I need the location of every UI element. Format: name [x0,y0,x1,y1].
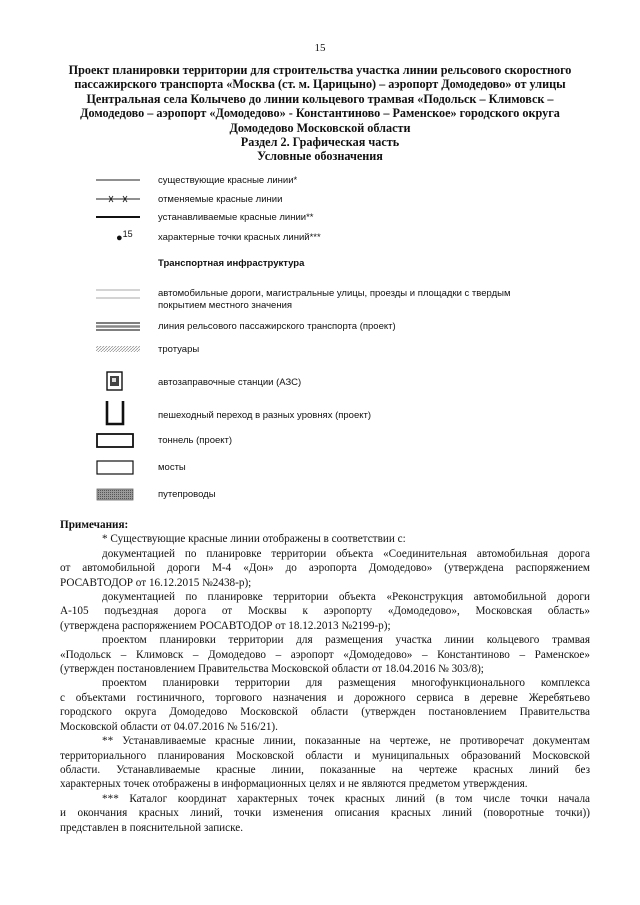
note-text: от автомобильной дороги М-4 «Дон» до аэропорта Домодедово» (утверждена распоряжением [60,562,590,575]
note-text: территориального планирования Московской области и муниципальных образований Московской [60,749,590,762]
gas-station-icon [105,371,149,391]
title-line: Домодедово – аэропорт «Домодедово» - Константиново – Раменское» городского округа [80,106,560,121]
legend-label: характерные точки красных линий*** [158,232,321,243]
note-text: «Подольск – Климовск – Домодедово – аэропорт «Домодедово» – Константиново – Раменское» [60,648,590,661]
note-text: А-105 подъездная дорога от Москвы к аэропорту «Домодедово», Московская область» [60,605,590,618]
section-title: Раздел 2. Графическая часть [240,135,400,150]
note-text: Московской области от 04.07.2016 № 516/21). [60,720,278,733]
point-dot-icon: ● [116,232,123,244]
note-text: РОСАВТОДОР от 16.12.2015 №2438-р); [60,576,252,589]
note-1-item-c [60,633,590,647]
note-text: *** Каталог координат характерных точек красных линий (в том числе точки начала [102,792,590,805]
note-text: представлен в пояснительной записке. [60,821,244,834]
point-number: 15 [122,229,133,239]
notes-section [60,518,590,835]
notes-heading: Примечания: [60,519,129,531]
title-line: Проект планировки территории для строительства участка линии рельсового скоростного [68,63,572,77]
existing-red-line-symbol [96,177,140,183]
note-text: с объектами гостиничного, торгового назначения и дорожного сервиса в деревне Жеребятьево [60,691,590,704]
roads-label-line2: покрытием местного значения [158,299,293,311]
title-line: Домодедово Московской области [229,120,411,135]
legend-label: автозаправочные станции (АЗС) [158,377,302,388]
note-text: * Существующие красные линии отображены в соответствии с: [102,533,406,546]
pedestrian-crossing-icon [104,400,148,426]
title-line: пассажирского транспорта «Москва (ст. м. Царицыно) – аэропорт Домодедово» от улицы [74,77,566,92]
note-text: (утверждена распоряжением РОСАВТОДОР от 18.12.2013 №2199-р); [60,619,391,632]
legend-label: существующие красные линии* [158,175,298,186]
title-line: Центральная села Колычево до линии кольцевого трамвая «Подольск – Климовск – [86,91,554,106]
note-1-item-b [60,590,590,604]
legend-label [158,288,578,311]
legend-label: путепроводы [158,489,216,500]
note-text: проектом планировки территории для размещения участка линии кольцевого трамвая [102,634,590,647]
note-1-intro [60,532,590,546]
point-symbol [116,230,146,242]
note-2 [60,734,590,748]
note-text: документацией по планировке территории объекта «Соединительная автомобильная дорога [102,547,590,560]
note-1-item-d [60,676,590,690]
legend-label: устанавливаемые красные линии** [158,212,314,223]
note-text: документацией по планировке территории объекта «Реконструкция автомобильной дороги [102,591,590,604]
note-text: области. Устанавливаемые красные линии, показанные на чертеже красных линий без [60,763,590,776]
legend-label: тоннель (проект) [158,435,233,446]
legend-label: линия рельсового пассажирского транспорта (проект) [158,321,396,332]
bridge-symbol [96,460,140,476]
legend-label: мосты [158,462,186,473]
legend-label: пешеходный переход в разных уровнях (проект) [158,410,372,421]
note-text: ** Устанавливаемые красные линии, показанные на чертеже, не противоречат документам [102,735,590,748]
note-text: и окончания красных линий, точки изменения описания красных линий (поворотные точки)) [60,807,590,820]
sidewalk-symbol [96,345,140,353]
legend-label: отменяемые красные линии [158,194,283,205]
overpass-symbol [96,488,140,502]
page-number: 15 [314,42,326,54]
note-text: городского округа Домодедово Московской области (утвержден постановлением Правительства [60,706,590,719]
rail-line-symbol [96,321,140,332]
road-symbol [96,288,140,300]
legend-label: тротуары [158,344,200,355]
established-red-line-symbol [96,214,140,220]
legend-title: Условные обозначения [257,149,383,164]
cancelled-red-line-symbol [96,195,140,203]
note-text: (утвержден постановлением Правительства Московской области от 18.04.2016 № 303/8); [60,663,484,676]
roads-label-line1: автомобильные дороги, магистральные улицы, проезды и площадки с твердым [158,288,511,299]
note-1-item-a [60,547,590,561]
note-text: проектом планировки территории для размещения многофункционального комплекса [102,677,590,690]
transport-heading: Транспортная инфраструктура [158,258,305,269]
tunnel-symbol [96,433,140,449]
note-3 [60,792,590,806]
note-text: характерных точек отображены в информационных целях и не являются предметом утверждения. [60,778,528,791]
